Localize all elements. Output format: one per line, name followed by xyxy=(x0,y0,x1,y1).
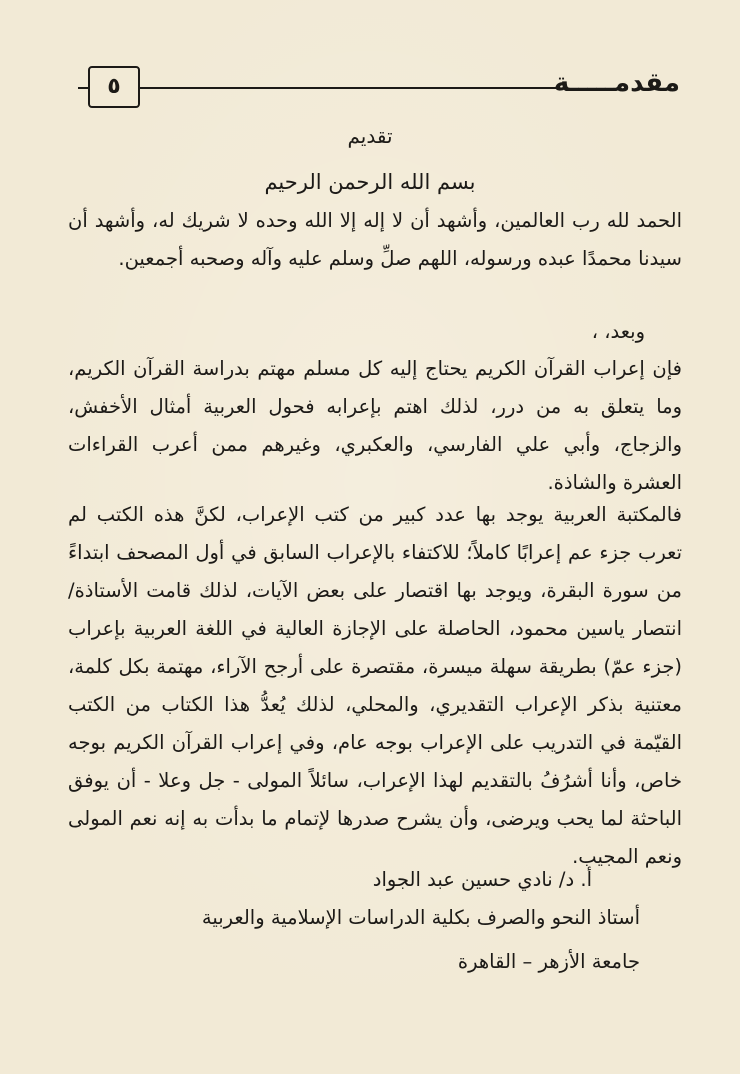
page-header xyxy=(78,66,680,106)
paragraph-importance: فإن إعراب القرآن الكريم يحتاج إليه كل مسلم مهتم بدراسة القرآن الكريم، وما يتعلق به من درر، لذلك اهتم بإعرابه فحول العربية أمثال الأخفش، والزجاج، وأبي علي الفارسي، والعكبري، وغيرهم ممن أعرب القراءات العشرة والشاذة. xyxy=(68,357,682,494)
signature-institution: جامعة الأزهر – القاهرة xyxy=(457,950,640,973)
paragraph-transition: وبعد، ، xyxy=(591,320,645,343)
paragraph-library: فالمكتبة العربية يوجد بها عدد كبير من كتب الإعراب، لكنَّ هذه الكتب لم تعرب جزء عم إعرابًا كاملاً؛ للاكتفاء بالإعراب السابق في أول المصحف ابتداءً من سورة البقرة، ويوجد بها اقتصار على بعض الآيات، لذلك قامت الأستاذة/ انتصار ياسين محمود، الحاصلة على الإجازة العالية في اللغة العربية بإعراب (جزء عمّ) بطريقة سهلة ميسرة، مقتصرة على أرجح الآراء، مهتمة بكل كلمة، معتنية بذكر الإعراب التقديري، والمحلي، لذلك يُعدُّ هذا الكتاب من الكتب القيّمة في التدريب على الإعراب بوجه عام، وفي إعراب القرآن الكريم بوجه خاص، وأنا أشرُفُ بالتقديم لهذا الإعراب، سائلاً المولى - جل وعلا - أن يوفق الباحثة لما يحب ويرضى، وأن يشرح صدرها لإتمام ما بدأت به إنه نعم المولى ونعم المجيب. xyxy=(68,503,682,868)
signature-position: أستاذ النحو والصرف بكلية الدراسات الإسلامية والعربية xyxy=(201,906,640,929)
header-rule xyxy=(140,87,560,89)
running-title: مقدمـــــة xyxy=(553,68,680,98)
section-title: تقديم xyxy=(347,124,393,148)
basmala: بسم الله الرحمن الرحيم xyxy=(264,170,476,194)
signature-name: أ. د/ نادي حسين عبد الجواد xyxy=(372,868,592,891)
paragraph-opening: الحمد لله رب العالمين، وأشهد أن لا إله إلا الله وحده لا شريك له، وأشهد أن سيدنا محمدًا عبده ورسوله، اللهم صلِّ وسلم عليه وآله وصحبه أجمعين. xyxy=(68,209,682,270)
header-rule-tick xyxy=(78,87,88,89)
page-number: ٥ xyxy=(88,66,140,108)
